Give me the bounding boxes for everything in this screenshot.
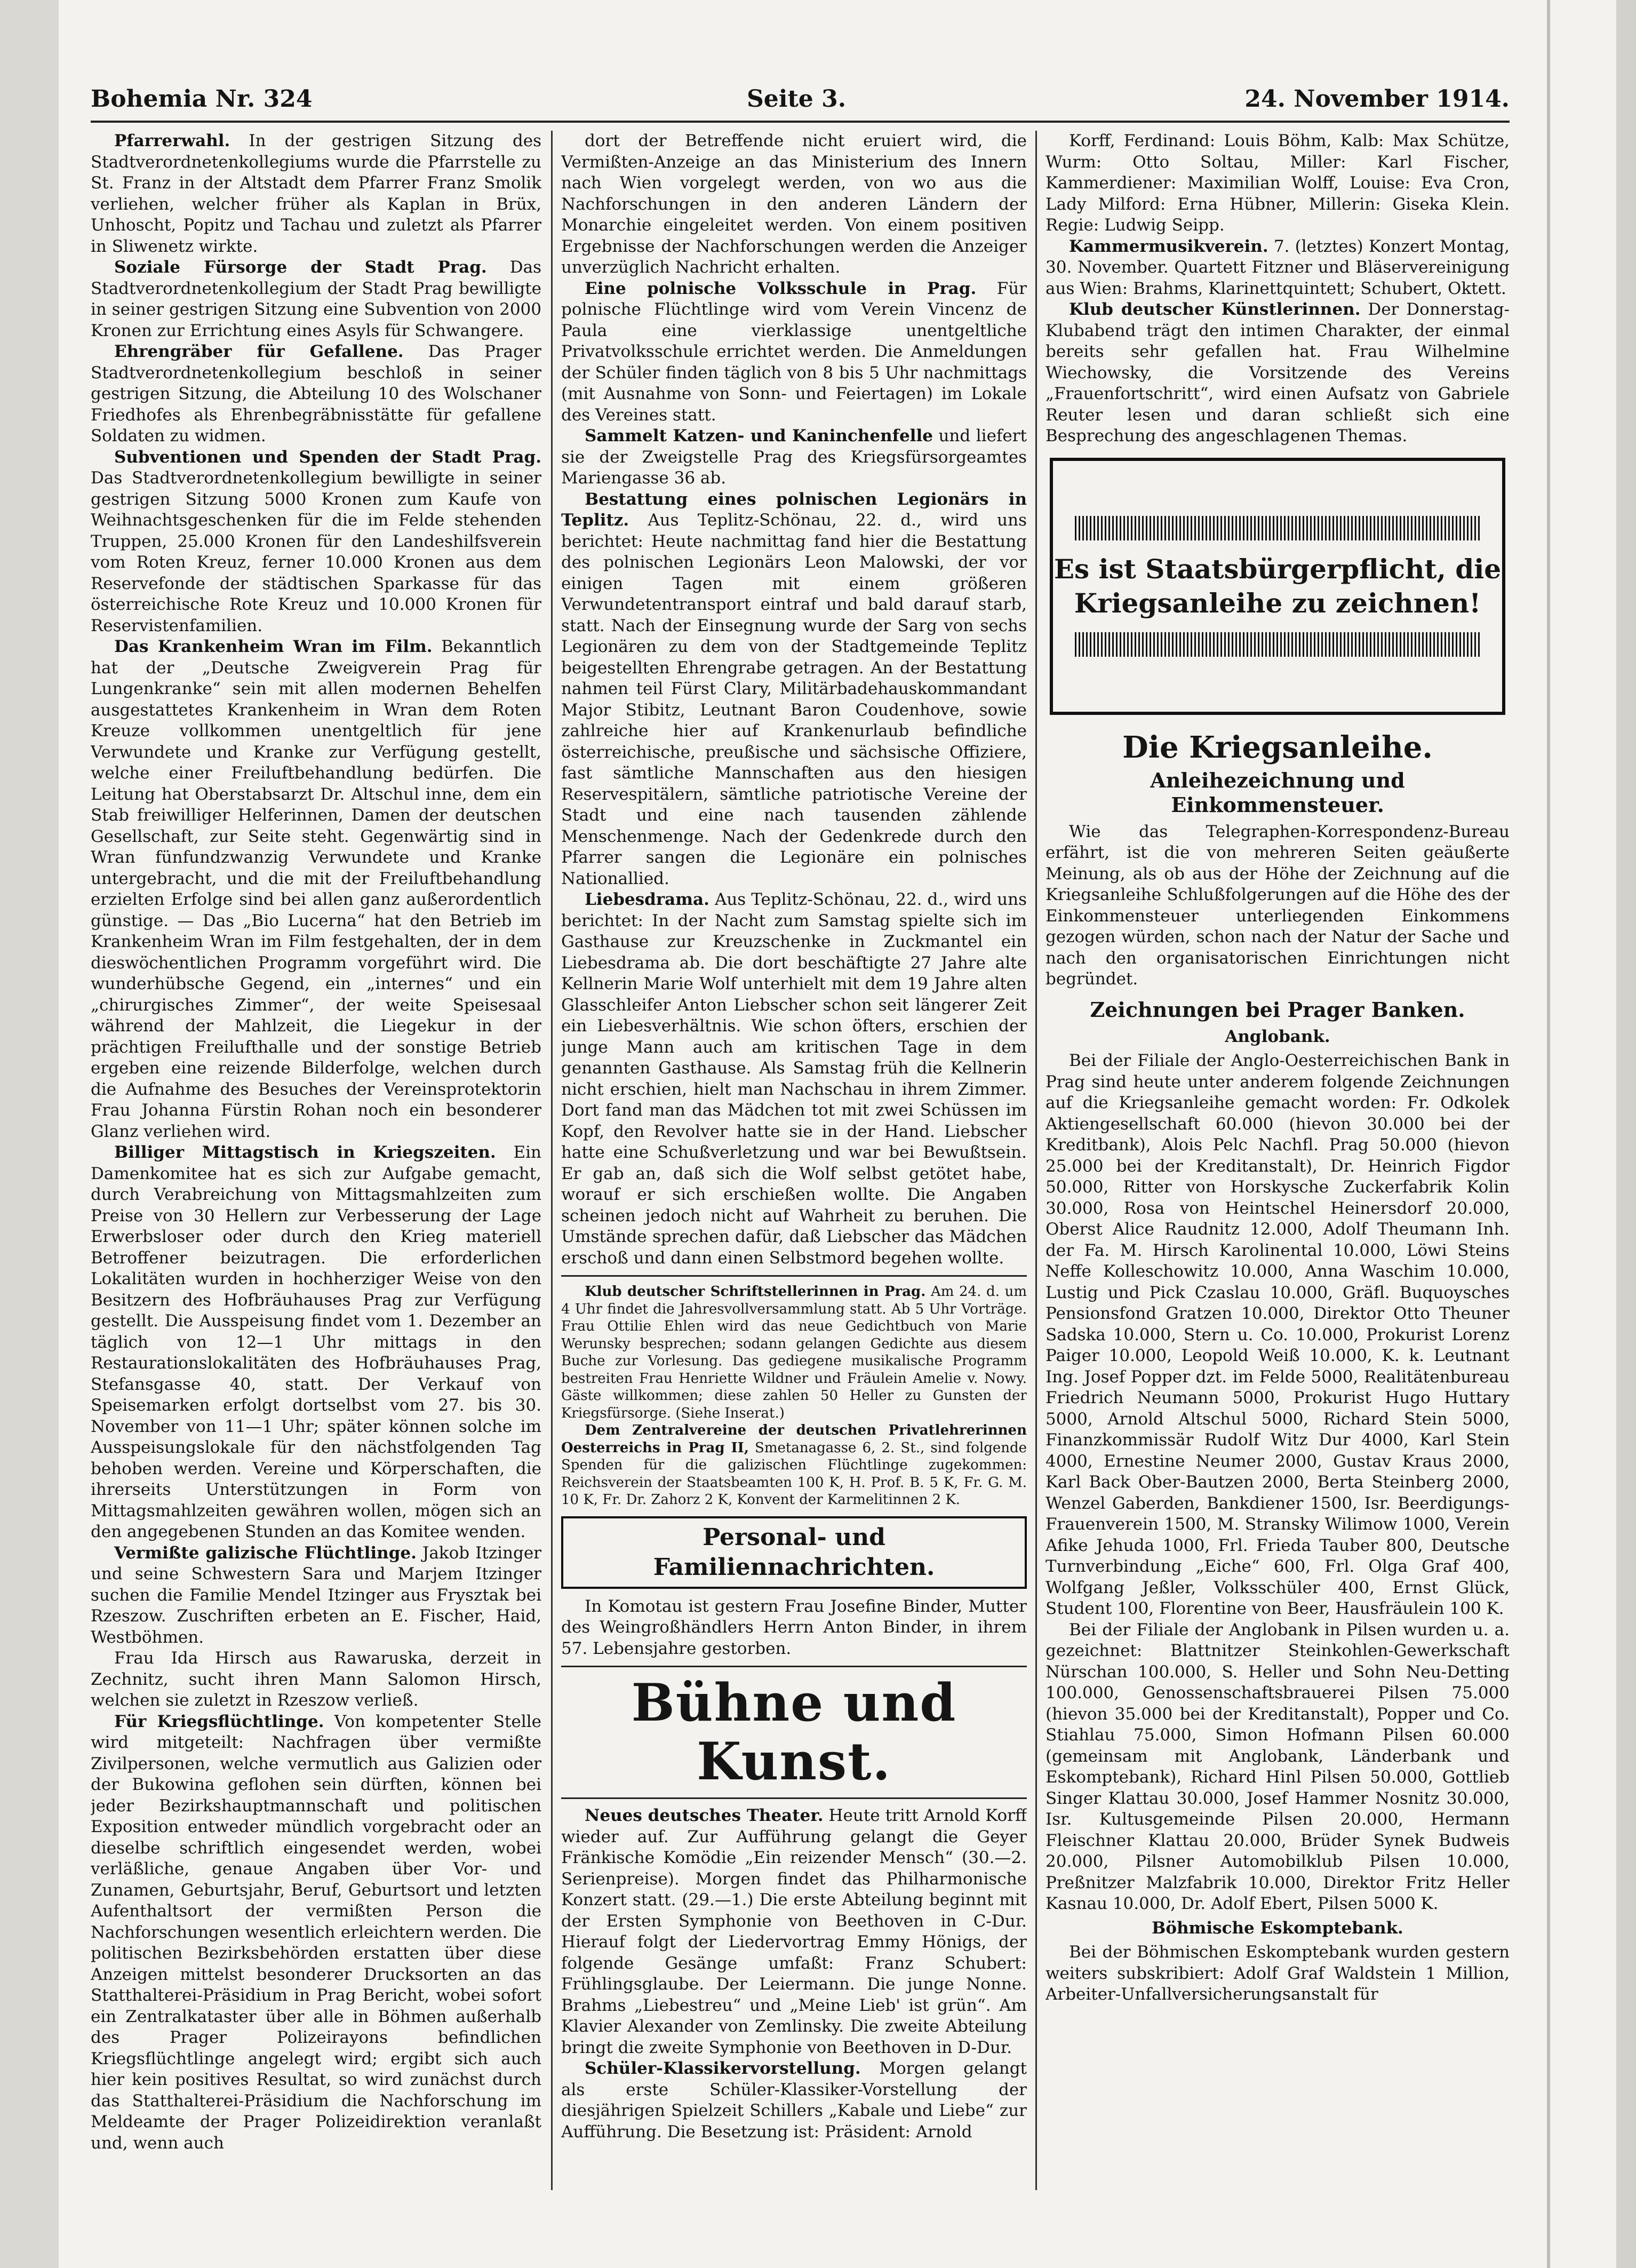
section-rule bbox=[561, 1797, 1027, 1799]
article-title: Für Kriegsflüchtlinge. bbox=[114, 1712, 324, 1731]
scan-right-edge bbox=[1616, 0, 1636, 2268]
article bbox=[1046, 299, 1510, 447]
article-title: Schüler-Klassikervorstellung. bbox=[585, 2059, 861, 2078]
article bbox=[561, 278, 1027, 426]
article-title: Klub deutscher Schriftstellerinnen in Prag. bbox=[585, 1284, 926, 1300]
scan-gutter-shadow bbox=[1547, 0, 1550, 2268]
article-text: Korff, Ferdinand: Louis Böhm, Kalb: Max Schütze, Wurm: Otto Soltau, Miller: Karl Fischer, Kammerdiener: Maximilian Wolff, Louise: Eva Cron, Lady Milford: Erna Hübner, Millerin: Giseka Klein. Regie: Ludwig Seipp. bbox=[1046, 131, 1510, 235]
article-title: Subventionen und Spenden der Stadt Prag. bbox=[114, 447, 541, 467]
ad-hatch-bottom bbox=[1075, 632, 1480, 657]
article-title: Soziale Fürsorge der Stadt Prag. bbox=[114, 258, 487, 277]
article bbox=[91, 1712, 541, 2154]
header-issue: Bohemia Nr. 324 bbox=[91, 85, 313, 113]
article-text: Heute tritt Arnold Korff wieder auf. Zur Aufführung gelangt die Geyer Fränkische Komödie „Ein reizender Mensch“ (30.—2. Serienpreise). Morgen findet das Philharmonische Konzert statt. (29.—1.) Die erste Abteilung beginnt mit der Ersten Symphonie von Beethoven in C-Dur. Hierauf folgt der Liedervortrag Emmy Hönigs, der folgende Gesänge umfaßt: Franz Schubert: Frühlingsglaube. Der Leiermann. Die junge Nonne. Brahms „Liebestreu“ und „Meine Lieb' ist grün“. Am Klavier Alexander von Zemlinsky. Die zweite Abteilung bringt die zweite Symphonie von Beethoven in D-Dur. bbox=[561, 1806, 1027, 2057]
article bbox=[561, 426, 1027, 489]
war-bond-subheading: Anleihezeichnung und Einkommensteuer. bbox=[1150, 768, 1405, 817]
article bbox=[91, 257, 541, 341]
column-3 bbox=[1046, 131, 1510, 2190]
article-text: Aus Teplitz-Schönau, 22. d., wird uns berichtet: In der Nacht zum Samstag spielte sich im Gasthause zur Kreuzschenke in Zuckmantel ein Liebesdrama ab. Die dort beschäftigte 27 Jahre alte Kellnerin Marie Wolf unterhielt mit dem 19 Jahre alten Glasschleifer Anton Liebscher schon seit längerer Zeit ein Liebesverhältnis. Wie schon öfters, erschien der junge Mann auch am kritischen Tage in dem genannten Gasthause. Als Samstag früh die Kellnerin nicht erschien, hielt man Nachschau in ihrem Zimmer. Dort fand man das Mädchen tot mit zwei Schüssen im Kopf, den Revolver hatte sie in der Hand. Liebscher hatte eine Schußverletzung und war bei Bewußtsein. Er gab an, daß sich die Wolf selbst getötet habe, worauf er sich erschießen wollte. Die Angaben scheinen jedoch nicht auf Wahrheit zu beruhen. Die Umstände sprechen dafür, daß Liebscher das Mädchen erschoß und dann einen Selbstmord begehen wollte. bbox=[561, 890, 1027, 1268]
article bbox=[91, 1648, 541, 1712]
article-text: Von kompetenter Stelle wird mitgeteilt: Nachfragen über vermißte Zivilpersonen, welche vermutlich aus Galizien oder der Bukowina geflohen sein dürften, können bei jeder Bezirkshauptmannschaft und politischen Exposition entweder mündlich vorgebracht oder an dieselbe schriftlich eingesendet werden, wobei verläßliche, genaue Angaben über Vor- und Zunamen, Geburtsjahr, Beruf, Geburtsort und letzten Aufenthaltsort der vermißten Person die Nachforschungen wesentlich erleichtern werden. Die politischen Bezirksbehörden erstatten über diese Anzeigen mittelst besonderer Drucksorten an das Statthalterei-Präsidium in Prag Bericht, wobei sofort ein Zentralkataster über alle in Böhmen außerhalb des Prager Polizeirayons befindlichen Kriegsflüchtlinge angelegt wird; ergibt sich auch hier kein positives Resultat, so wird zunächst durch das Statthalterei-Präsidium die Nachforschung im Meldeamte der Prager Polizeidirektion veranlaßt und, wenn auch bbox=[91, 1712, 541, 2153]
article bbox=[561, 1805, 1027, 2058]
article bbox=[561, 131, 1027, 278]
article-text: Der Donnerstag-Klubabend trägt den intimen Charakter, der einmal bereits sehr gefallen hat. Frau Wilhelmine Wiechowsky, die Vorsitzende des Vereins „Frauenfortschritt“, wird einen Aufsatz von Gabriele Reuter lesen und daran schließt sich eine Besprechung des angeschlagenen Themas. bbox=[1046, 300, 1510, 445]
article bbox=[91, 341, 541, 447]
article-title: Sammelt Katzen- und Kaninchenfelle bbox=[585, 426, 933, 445]
article-title: Eine polnische Volksschule in Prag. bbox=[585, 278, 977, 298]
article-text: Das Prager Stadtverordnetenkollegium beschloß in seiner gestrigen Sitzung, die Abteilung 10 des Wolschaner Friedhofes als Ehrenbegräbnisstätte für gefallene Soldaten zu widmen. bbox=[91, 342, 541, 445]
article-title: Das Krankenheim Wran im Film. bbox=[114, 637, 433, 656]
header-rule bbox=[91, 121, 1510, 123]
eskomptebank-heading: Böhmische Eskomptebank. bbox=[1152, 1918, 1403, 1938]
anglobank-pilsen-text: Bei der Filiale der Anglobank in Pilsen wurden u. a. gezeichnet: Blattnitzer Steinkohlen-Gewerkschaft Nürschan 100.000, S. Heller und Sohn Neu-Detting 100.000, Genossenschaftsbrauerei Pilsen 75.000 (hievon 35.000 bei der Kreditanstalt), Popper und Co. Stiahlau 75.000, Simon Hofmann Pilsen 60.000 (gemeinsam mit Anglobank, Länderbank und Eskomptebank), Richard Hinl Pilsen 50.000, Gottlieb Singer Klattau 30.000, Josef Hammer Nosnitz 30.000, Isr. Kultusgemeinde Pilsen 20.000, Hermann Fleischner Klattau 20.000, Brüder Synek Budweis 20.000, Pilsner Automobilklub Pilsen 10.000, Preßnitzer Malzfabrik 10.000, Direktor Fritz Heller Kasnau 10.000, Dr. Adolf Ebert, Pilsen 5000 K. bbox=[1046, 1620, 1510, 1913]
article bbox=[1046, 236, 1510, 300]
article-title: Dem Zentralvereine der deutschen Privatlehrerinnen Oesterreichs in Prag II, bbox=[561, 1422, 1027, 1456]
section-rule bbox=[561, 1666, 1027, 1667]
header-page-number: Seite 3. bbox=[747, 85, 847, 113]
article bbox=[91, 131, 541, 257]
article-title: Ehrengräber für Gefallene. bbox=[114, 342, 404, 361]
ad-hatch-top bbox=[1075, 516, 1480, 540]
article-text: dort der Betreffende nicht eruiert wird, die Vermißten-Anzeige an das Ministerium des Innern nach Wien vorgelegt werden, von wo aus die Nachforschungen in den anderen Ländern der Monarchie eingeleitet werden. Von einem positiven Ergebnisse der Nachforschungen werden die Anzeiger unverzüglich Nachricht erhalten. bbox=[561, 131, 1027, 277]
article bbox=[91, 447, 541, 637]
column-2-notices bbox=[561, 1283, 1027, 1509]
scan-left-edge bbox=[0, 0, 59, 2268]
eskomptebank-text: Bei der Böhmischen Eskomptebank wurden gestern weiters subskribiert: Adolf Graf Waldstein 1 Million, Arbeiter-Unfallversicherungsanstalt für bbox=[1046, 1943, 1510, 2004]
article-text: Aus Teplitz-Schönau, 22. d., wird uns berichtet: Heute nachmittag fand hier die Bestattung des polnischen Legionärs Leon Malowski, der vor einigen Tagen mit einem größeren Verwundetentransport eintraf und bald darauf starb, statt. Nach der Einsegnung wurde der Sarg von sechs Legionären zu dem von der Stadtgemeinde Teplitz beigestellten Ehrengrabe getragen. An der Bestattung nahmen teil Fürst Clary, Militärbadehauskommandant Major Stibitz, Leutnant Baron Coudenhove, sowie zahlreiche hier auf Krankenurlaub befindliche österreichische, preußische und sächsische Offiziere, fast sämtliche Mannschaften aus den hiesigen Reservespitälern, sämtliche patriotische Vereine der Stadt und eine nach tausenden zählende Menschenmenge. Nach der Gedenkrede durch den Pfarrer sangen die Legionäre ein polnisches Nationallied. bbox=[561, 511, 1027, 888]
personal-news-heading: Personal- und Familiennachrichten. bbox=[561, 1516, 1027, 1589]
column-1 bbox=[91, 131, 541, 2190]
column-3-culture bbox=[1046, 131, 1510, 447]
article-title: Liebesdrama. bbox=[585, 890, 709, 909]
article bbox=[561, 1283, 1027, 1422]
header-date: 24. November 1914. bbox=[1244, 85, 1510, 113]
article bbox=[561, 2058, 1027, 2143]
article-title: Billiger Mittagstisch in Kriegszeiten. bbox=[114, 1143, 496, 1162]
article-text: Für polnische Flüchtlinge wird vom Verein Vincenz de Paula eine vierklassige unentgeltliche Privatvolksschule errichtet werden. Die Anmeldungen der Schüler finden täglich von 8 bis 5 Uhr nachmittags (mit Ausnahme von Sonn- und Feiertagen) im Lokale des Vereines statt. bbox=[561, 278, 1027, 425]
personal-news-text: In Komotau ist gestern Frau Josefine Binder, Mutter des Weingroßhändlers Herrn Anton Binder, in ihrem 57. Lebensjahre gestorben. bbox=[561, 1596, 1027, 1658]
article bbox=[91, 1543, 541, 1649]
article-text: 7. (letztes) Konzert Montag, 30. November. Quartett Fitzner und Bläservereinigung aus Wien: Brahms, Klarinettquintett; Schubert, Oktett. bbox=[1046, 236, 1510, 298]
article-title: Vermißte galizische Flüchtlinge. bbox=[114, 1543, 417, 1563]
war-bond-advertisement bbox=[1050, 458, 1505, 715]
article bbox=[1046, 131, 1510, 236]
page-header bbox=[91, 80, 1510, 117]
section-rule bbox=[561, 1275, 1027, 1277]
stage-and-art-heading: Bühne und Kunst. bbox=[631, 1673, 957, 1792]
article-text: und liefert sie der Zweigstelle Prag des Kriegsfürsorgeamtes Mariengasse 36 ab. bbox=[561, 426, 1027, 488]
article bbox=[561, 1422, 1027, 1509]
article-text: Das Stadtverordnetenkollegium der Stadt Prag bewilligte in seiner gestrigen Sitzung eine Subvention von 2000 Kronen zur Errichtung eines Asyls für Schwangere. bbox=[91, 258, 541, 340]
article-title: Neues deutsches Theater. bbox=[585, 1806, 824, 1825]
article-text: Morgen gelangt als erste Schüler-Klassiker-Vorstellung der diesjährigen Spielzeit Schillers „Kabale und Liebe“ zur Aufführung. Die Besetzung ist: Präsident: Arnold bbox=[561, 2059, 1027, 2142]
column-2 bbox=[561, 131, 1027, 2190]
article bbox=[561, 889, 1027, 1269]
article-text: Bekanntlich hat der „Deutsche Zweigverein Prag für Lungenkranke“ sein mit allen modernen Behelfen ausgestattetes Krankenheim in Wran dem Roten Kreuze vollkommen unentgeltlich für jene Verwundete und Kranke zur Verfügung gestellt, welche einer Freiluftbehandlung bedürfen. Die Leitung hat Oberstabsarzt Dr. Altschul inne, dem ein Stab freiwilliger Helferinnen, Damen der deutschen Gesellschaft, zur Seite steht. Gegenwärtig sind in Wran fünfundzwanzig Verwundete und Kranke untergebracht, und die mit der Freiluftbehandlung erzielten Erfolge sind bei allen ganz außerordentlich günstige. — Das „Bio Lucerna“ hat den Betrieb im Krankenheim Wran im Film festgehalten, der in dem dieswöchentlichen Programm vorgeführt wird. Die wunderhübsche Gegend, ein „internes“ und ein „chirurgisches Zimmer“, der weite Speisesaal während der Mahlzeit, die Liegekur in der prächtigen Freilufthalle und der sonstige Betrieb ergeben eine reizende Bilderfolge, welchen durch die Aufnahme des Besuches der Vereinsprotektorin Frau Johanna Fürstin Rohan noch ein besonderer Glanz verliehen wird. bbox=[91, 637, 541, 1141]
article bbox=[91, 1142, 541, 1543]
article-text: Ein Damenkomitee hat es sich zur Aufgabe gemacht, durch Verabreichung von Mittagsmahlzeiten zum Preise von 30 Hellern zur Verbesserung der Lage Erwerbsloser oder durch den Krieg materiell Betroffener beizutragen. Die erforderlichen Lokalitäten wurden in hochherziger Weise von den Besitzern des Hofbräuhauses Prag zur Verfügung gestellt. Die Ausspeisung findet vom 1. Dezember an täglich von 12—1 Uhr mittags in den Restaurationslokalitäten des Hofbräuhauses Prag, Stefansgasse 40, statt. Der Verkauf von Speisemarken erfolgt dortselbst vom 27. bis 30. November von 11—1 Uhr; später können solche im Ausspeisungslokale für den nächstfolgenden Tag behoben werden. Vereine und Körperschaften, die ihrerseits Unterstützungen in Form von Mittagsmahlzeiten gewähren wollen, mögen sich an den angegebenen Stunden an das Komitee wenden. bbox=[91, 1143, 541, 1541]
column-rule-2 bbox=[1035, 131, 1037, 2190]
war-bond-text: Wie das Telegraphen-Korrespondenz-Bureau erfährt, ist die von mehreren Seiten geäußerte Meinung, als ob aus der Höhe der Zeichnung auf die Kriegsanleihe Schlußfolgerungen auf die Höhe des der Einkommensteuer unterliegenden Einkommens gezogen würden, schon nach der Natur der Sache und nach den organisatorischen Einrichtungen nicht begründet. bbox=[1046, 822, 1510, 989]
column-rule-1 bbox=[551, 131, 553, 2190]
subscriptions-heading: Zeichnungen bei Prager Banken. bbox=[1090, 997, 1465, 1022]
article-text: Frau Ida Hirsch aus Rawaruska, derzeit in Zechnitz, sucht ihren Mann Salomon Hirsch, welchen sie zuletzt in Rzeszow verließ. bbox=[91, 1649, 541, 1710]
article-text: Am 24. d. um 4 Uhr findet die Jahresvollversammlung statt. Ab 5 Uhr Vorträge. Frau Ottilie Ehlen wird das neue Gedichtbuch von Marie Werunsky besprechen; sodann gelangen Gedichte aus diesem Buche zur Vorlesung. Das gediegene musikalische Programm bestreiten Frau Henriette Wildner und Fräulein Amelie v. Nowy. Gäste willkommen; diese zahlen 50 Heller zu Gunsten der Kriegsfürsorge. (Siehe Inserat.) bbox=[561, 1284, 1027, 1421]
article-title: Bestattung eines polnischen Legionärs in Teplitz. bbox=[561, 489, 1027, 530]
article bbox=[561, 489, 1027, 890]
article-text: In der gestrigen Sitzung des Stadtverordnetenkollegiums wurde die Pfarrstelle zu St. Franz in der Altstadt dem Pfarrer Franz Smolik verliehen, welcher früher als Kaplan in Brüx, Unhoscht, Popitz und Tachau und zuletzt als Pfarrer in Sliwenetz wirkte. bbox=[91, 131, 541, 256]
article-title: Pfarrerwahl. bbox=[114, 131, 230, 150]
article bbox=[91, 636, 541, 1142]
newspaper-page bbox=[91, 80, 1510, 2203]
article-title: Kammermusikverein. bbox=[1069, 236, 1268, 256]
article-text: Das Stadtverordnetenkollegium bewilligte in seiner gestrigen Sitzung 5000 Kronen zum Kaufe von Weihnachtsgeschenken für die im Felde stehenden Truppen, 25.000 Kronen für den Landeshilfsverein vom Roten Kreuz, ferner 10.000 Kronen aus dem Reservefonde der städtischen Sparkasse für das österreichische Rote Kreuz und 10.000 Kronen für Reservistenfamilien. bbox=[91, 468, 541, 635]
column-2-news bbox=[561, 131, 1027, 1269]
ad-message: Es ist Staatsbürgerpflicht, die Kriegsanleihe zu zeichnen! bbox=[1054, 553, 1502, 619]
article-title: Klub deutscher Künstlerinnen. bbox=[1069, 300, 1361, 319]
column-2-theater bbox=[561, 1805, 1027, 2143]
anglobank-heading: Anglobank. bbox=[1225, 1026, 1330, 1046]
anglobank-prague-text: Bei der Filiale der Anglo-Oesterreichischen Bank in Prag sind heute unter anderem folgende Zeichnungen auf die Kriegsanleihe gemacht worden: Fr. Odkolek Aktiengesellschaft 60.000 (hievon 30.000 bei der Kreditbank), Alois Pelc Nachfl. Prag 50.000 (hievon 25.000 bei der Kreditanstalt), Dr. Heinrich Figdor 50.000, Ritter von Horskysche Zuckerfabrik Kolin 30.000, Rosa von Heintschel Heinersdorf 20.000, Oberst Alice Raudnitz 12.000, Adolf Theumann Inh. der Fa. M. Hirsch Karolinental 10.000, Löwi Steins Neffe Kolleschowitz 10.000, Anna Waschim 10.000, Lustig und Pick Czaslau 10.000, Gräfl. Buquoysches Pensionsfond Gratzen 10.000, Direktor Otto Theuner Sadska 10.000, Stern u. Co. 10.000, Prokurist Lorenz Paiger 10.000, Leopold Weiß 10.000, K. k. Leutnant Ing. Josef Popper dzt. im Felde 5000, Realitätenbureau Friedrich Neumann 5000, Prokurist Hugo Huttary 5000, Arnold Altschul 5000, Richard Stein 5000, Finanzkommissär Rudolf Witz Dur 4000, Karl Stein 4000, Ernestine Neumer 2000, Gustav Kraus 2000, Karl Back Ober-Bautzen 2000, Berta Steinberg 2000, Wenzel Gaberden, Bankdiener 1500, Isr. Beerdigungs-Frauenverein 1500, M. Stransky Wilimow 1000, Verein Afike Jehuda 1000, Frl. Frieda Tauber 800, Deutsche Turnverbindung „Eiche“ 600, Frl. Olga Graf 400, Wolfgang Jeßler, Volksschüler 400, Ernst Glück, Student 100, Florentine von Beer, Hausfräulein 100 K. bbox=[1046, 1051, 1510, 1618]
war-bond-heading: Die Kriegsanleihe. bbox=[1122, 729, 1433, 765]
article-text: Smetanagasse 6, 2. St., sind folgende Spenden für die galizischen Flüchtlinge zugekommen: Reichsverein der Staatsbeamten 100 K, H. Prof. B. 5 K, Fr. G. M. 10 K, Fr. Dr. Zahorz 2 K, Konvent der Karmelitinnen 2 K. bbox=[561, 1439, 1027, 1508]
article-text: Jakob Itzinger und seine Schwestern Sara und Marjem Itzinger suchen die Familie Mendel Itzinger aus Frysztak bei Rzeszow. Zuschriften erbeten an E. Fischer, Haid, Westböhmen. bbox=[91, 1543, 541, 1647]
